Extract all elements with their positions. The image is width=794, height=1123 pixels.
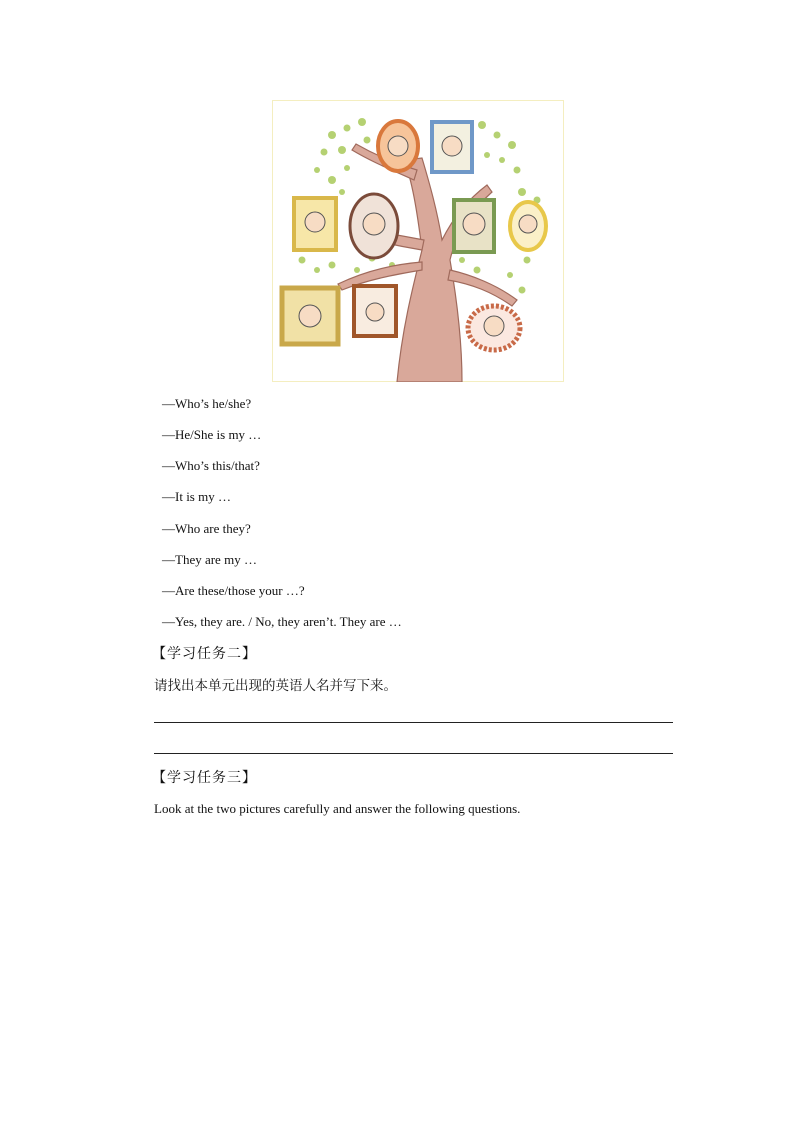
dialogue-line: —Who’s this/that? bbox=[162, 458, 260, 473]
task2-heading: 【学习任务二】 bbox=[152, 646, 257, 662]
dialogue-line: —Who’s he/she? bbox=[162, 396, 252, 411]
dialogue-line: —Who are they? bbox=[162, 521, 251, 536]
family-tree-illustration bbox=[272, 100, 564, 382]
dialogue-line: —Are these/those your …? bbox=[162, 583, 305, 598]
answer-line-1[interactable] bbox=[154, 722, 673, 723]
dialogue-line: —They are my … bbox=[162, 552, 257, 567]
task2-instruction: 请找出本单元出现的英语人名并写下来。 bbox=[154, 678, 397, 694]
answer-line-2[interactable] bbox=[154, 753, 673, 754]
dialogue-line: —It is my … bbox=[162, 489, 231, 504]
dialogue-line: —Yes, they are. / No, they aren’t. They are … bbox=[162, 614, 402, 629]
task3-instruction: Look at the two pictures carefully and answer the following questions. bbox=[154, 801, 521, 816]
dialogue-line: —He/She is my … bbox=[162, 427, 262, 442]
task3-heading: 【学习任务三】 bbox=[152, 770, 257, 786]
